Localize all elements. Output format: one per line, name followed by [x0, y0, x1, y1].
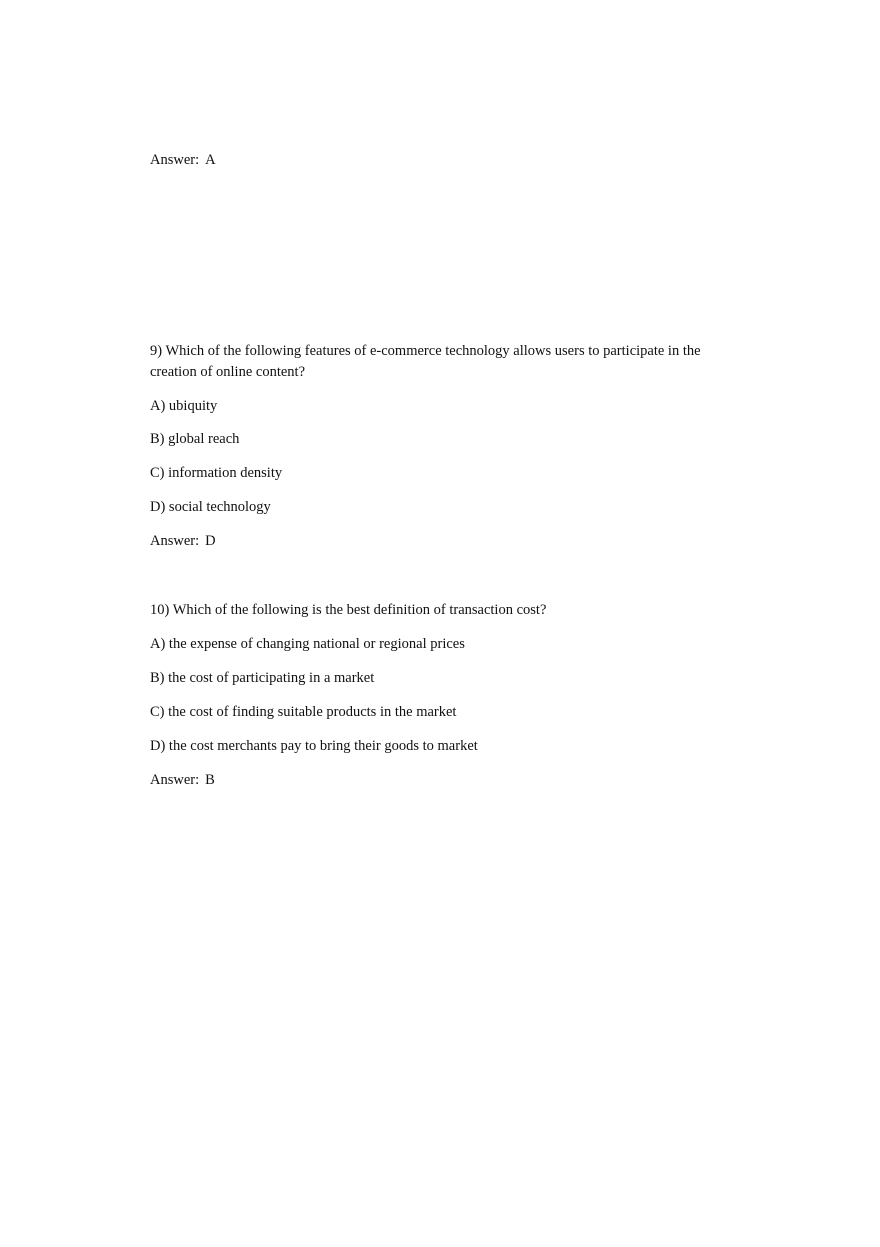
answer-value: A [205, 152, 216, 168]
question-9-option-d: D) social technology [150, 499, 271, 515]
question-9-answer [150, 531, 216, 552]
answer-value: B [205, 772, 215, 788]
answer-label: Answer: [150, 152, 200, 168]
question-10-option-c: C) the cost of finding suitable products in the market [150, 704, 457, 720]
question-10-stem: 10) Which of the following is the best definition of transaction cost? [150, 602, 547, 618]
answer-label: Answer: [150, 772, 200, 788]
answer-label: Answer: [150, 533, 200, 549]
answer-line-prev [150, 150, 216, 171]
question-10-answer [150, 770, 215, 791]
question-10-option-a: A) the expense of changing national or regional prices [150, 636, 465, 652]
answer-value: D [205, 533, 216, 549]
question-9-option-c: C) information density [150, 465, 283, 481]
question-10-option-b: B) the cost of participating in a market [150, 670, 375, 686]
question-10-option-d: D) the cost merchants pay to bring their goods to market [150, 738, 478, 754]
question-9-stem-line-2: creation of online content? [150, 364, 306, 380]
question-9-stem-line-1: 9) Which of the following features of e-commerce technology allows users to participate in the [150, 343, 701, 359]
question-9-option-b: B) global reach [150, 431, 240, 447]
question-9-option-a: A) ubiquity [150, 398, 218, 414]
